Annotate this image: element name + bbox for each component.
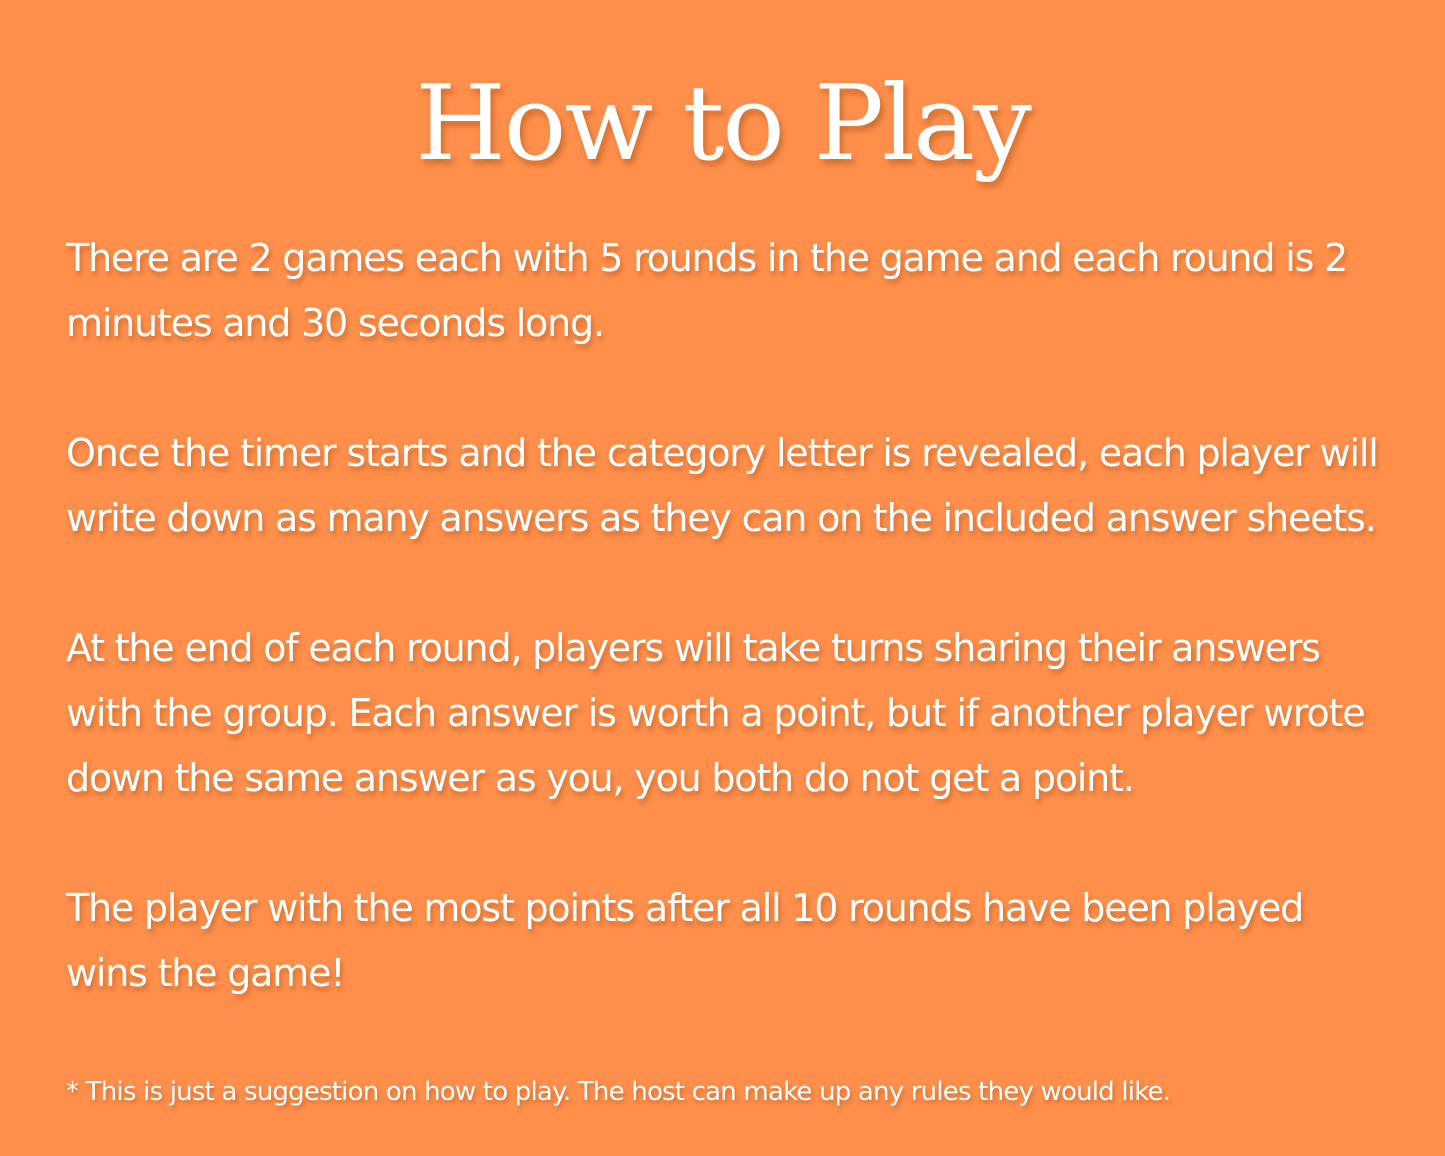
page-title: How to Play	[415, 62, 1030, 184]
rules-paragraph-scoring: At the end of each round, players will take turns sharing their answers with the group. Each answer is worth a point, but if another player wrote down the same answer as you, you both do not get a point.	[66, 626, 1365, 800]
rules-paragraph-answers: Once the timer starts and the category letter is revealed, each player will write down as many answers as they can on the included answer sheets.	[66, 431, 1378, 540]
rules-paragraph-rounds: There are 2 games each with 5 rounds in the game and each round is 2 minutes and 30 seconds long.	[66, 236, 1348, 345]
rules-footnote: * This is just a suggestion on how to play. The host can make up any rules they would like.	[66, 1077, 1171, 1107]
rules-paragraph-winner: The player with the most points after all 10 rounds have been played wins the game!	[66, 886, 1304, 995]
